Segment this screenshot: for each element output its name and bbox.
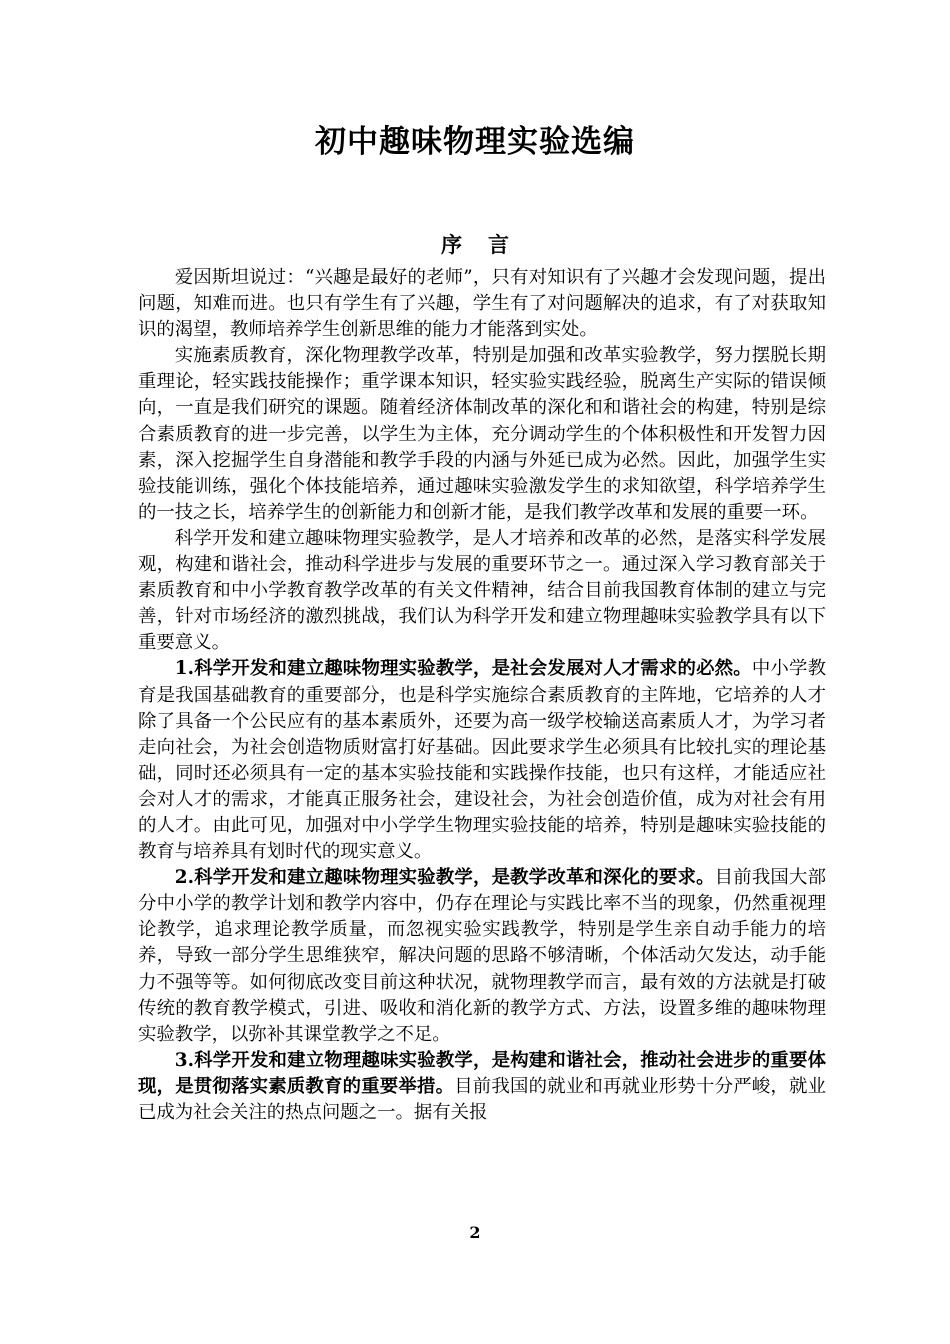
paragraph xyxy=(138,865,826,1048)
paragraph-text: 科学开发和建立趣味物理实验教学，是人才培养和改革的必然，是落实科学发展观，构建和谐社会，推动科学进步与发展的重要环节之一。通过深入学习教育部关于素质教育和中小学教育教学改革的有关文件精神，结合目前我国教育体制的建立与完善，针对市场经济的激烈挑战，我们认为科学开发和建立物理趣味实验教学具有以下重要意义。 xyxy=(138,527,826,654)
document-body xyxy=(138,265,826,1126)
paragraph-text: 目前我国大部分中小学的教学计划和教学内容中，仍存在理论与实践比率不当的现象，仍然重视理论教学，追求理论教学质量，而忽视实验实践教学，特别是学生亲自动手能力的培养，导致一部分学生思维狭窄，解决问题的思路不够清晰，个体活动欠发达，动手能力不强等等。如何彻底改变目前这种状况，就物理教学而言，最有效的方法就是打破传统的教育教学模式，引进、吸收和消化新的教学方式、方法，设置多维的趣味物理实验教学，以弥补其课堂教学之不足。 xyxy=(138,867,826,1045)
document-title: 初中趣味物理实验选编 xyxy=(315,124,635,160)
paragraph xyxy=(138,265,826,343)
paragraph-lead-bold: 1.科学开发和建立趣味物理实验教学，是社会发展对人才需求的必然。 xyxy=(174,658,752,680)
page-number: 2 xyxy=(469,1223,481,1242)
paragraph-text: 目前我国的就业和再就业形势十分严峻，就业已成为社会关注的热点问题之一。据有关报 xyxy=(138,1075,826,1123)
paragraph-text: 爱因斯坦说过：“兴趣是最好的老师”，只有对知识有了兴趣才会发现问题，提出问题，知难而进。也只有学生有了兴趣，学生有了对问题解决的追求，有了对获取知识的渴望，教师培养学生创新思维的能力才能落到实处。 xyxy=(138,267,826,341)
section-heading-preface: 序言 xyxy=(441,232,535,257)
paragraph-text: 中小学教育是我国基础教育的重要部分，也是科学实施综合素质教育的主阵地，它培养的人才除了具备一个公民应有的基本素质外，还要为高一级学校输送高素质人才，为学习者走向社会，为社会创造物质财富打好基础。因此要求学生必须具有比较扎实的理论基础，同时还必须具有一定的基本实验技能和实践操作技能，也只有这样，才能适应社会对人才的需求，才能真正服务社会，建设社会，为社会创造价值，成为对社会有用的人才。由此可见，加强对中小学学生物理实验技能的培养，特别是趣味实验技能的教育与培养具有划时代的现实意义。 xyxy=(138,658,826,863)
paragraph-text: 实施素质教育，深化物理教学改革，特别是加强和改革实验教学，努力摆脱长期重理论，轻实践技能操作；重学课本知识，轻实验实践经验，脱离生产实际的错误倾向，一直是我们研究的课题。随着经济体制改革的深化和和谐社会的构建，特别是综合素质教育的进一步完善，以学生为主体，充分调动学生的个体积极性和开发智力因素，深入挖掘学生自身潜能和教学手段的内涵与外延已成为必然。因此，加强学生实验技能训练，强化个体技能培养，通过趣味实验激发学生的求知欲望，科学培养学生的一技之长，培养学生的创新能力和创新才能，是我们教学改革和发展的重要一环。 xyxy=(138,345,826,523)
paragraph-lead-bold: 3.科学开发和建立物理趣味实验教学，是构建和谐社会，推动社会进步的重要体现，是贯彻落实素质教育的重要举措。 xyxy=(138,1049,826,1097)
paragraph xyxy=(138,343,826,526)
paragraph-lead-bold: 2.科学开发和建立趣味物理实验教学，是教学改革和深化的要求。 xyxy=(174,867,715,889)
paragraph xyxy=(138,526,826,656)
paragraph xyxy=(138,1048,826,1126)
paragraph xyxy=(138,656,826,865)
